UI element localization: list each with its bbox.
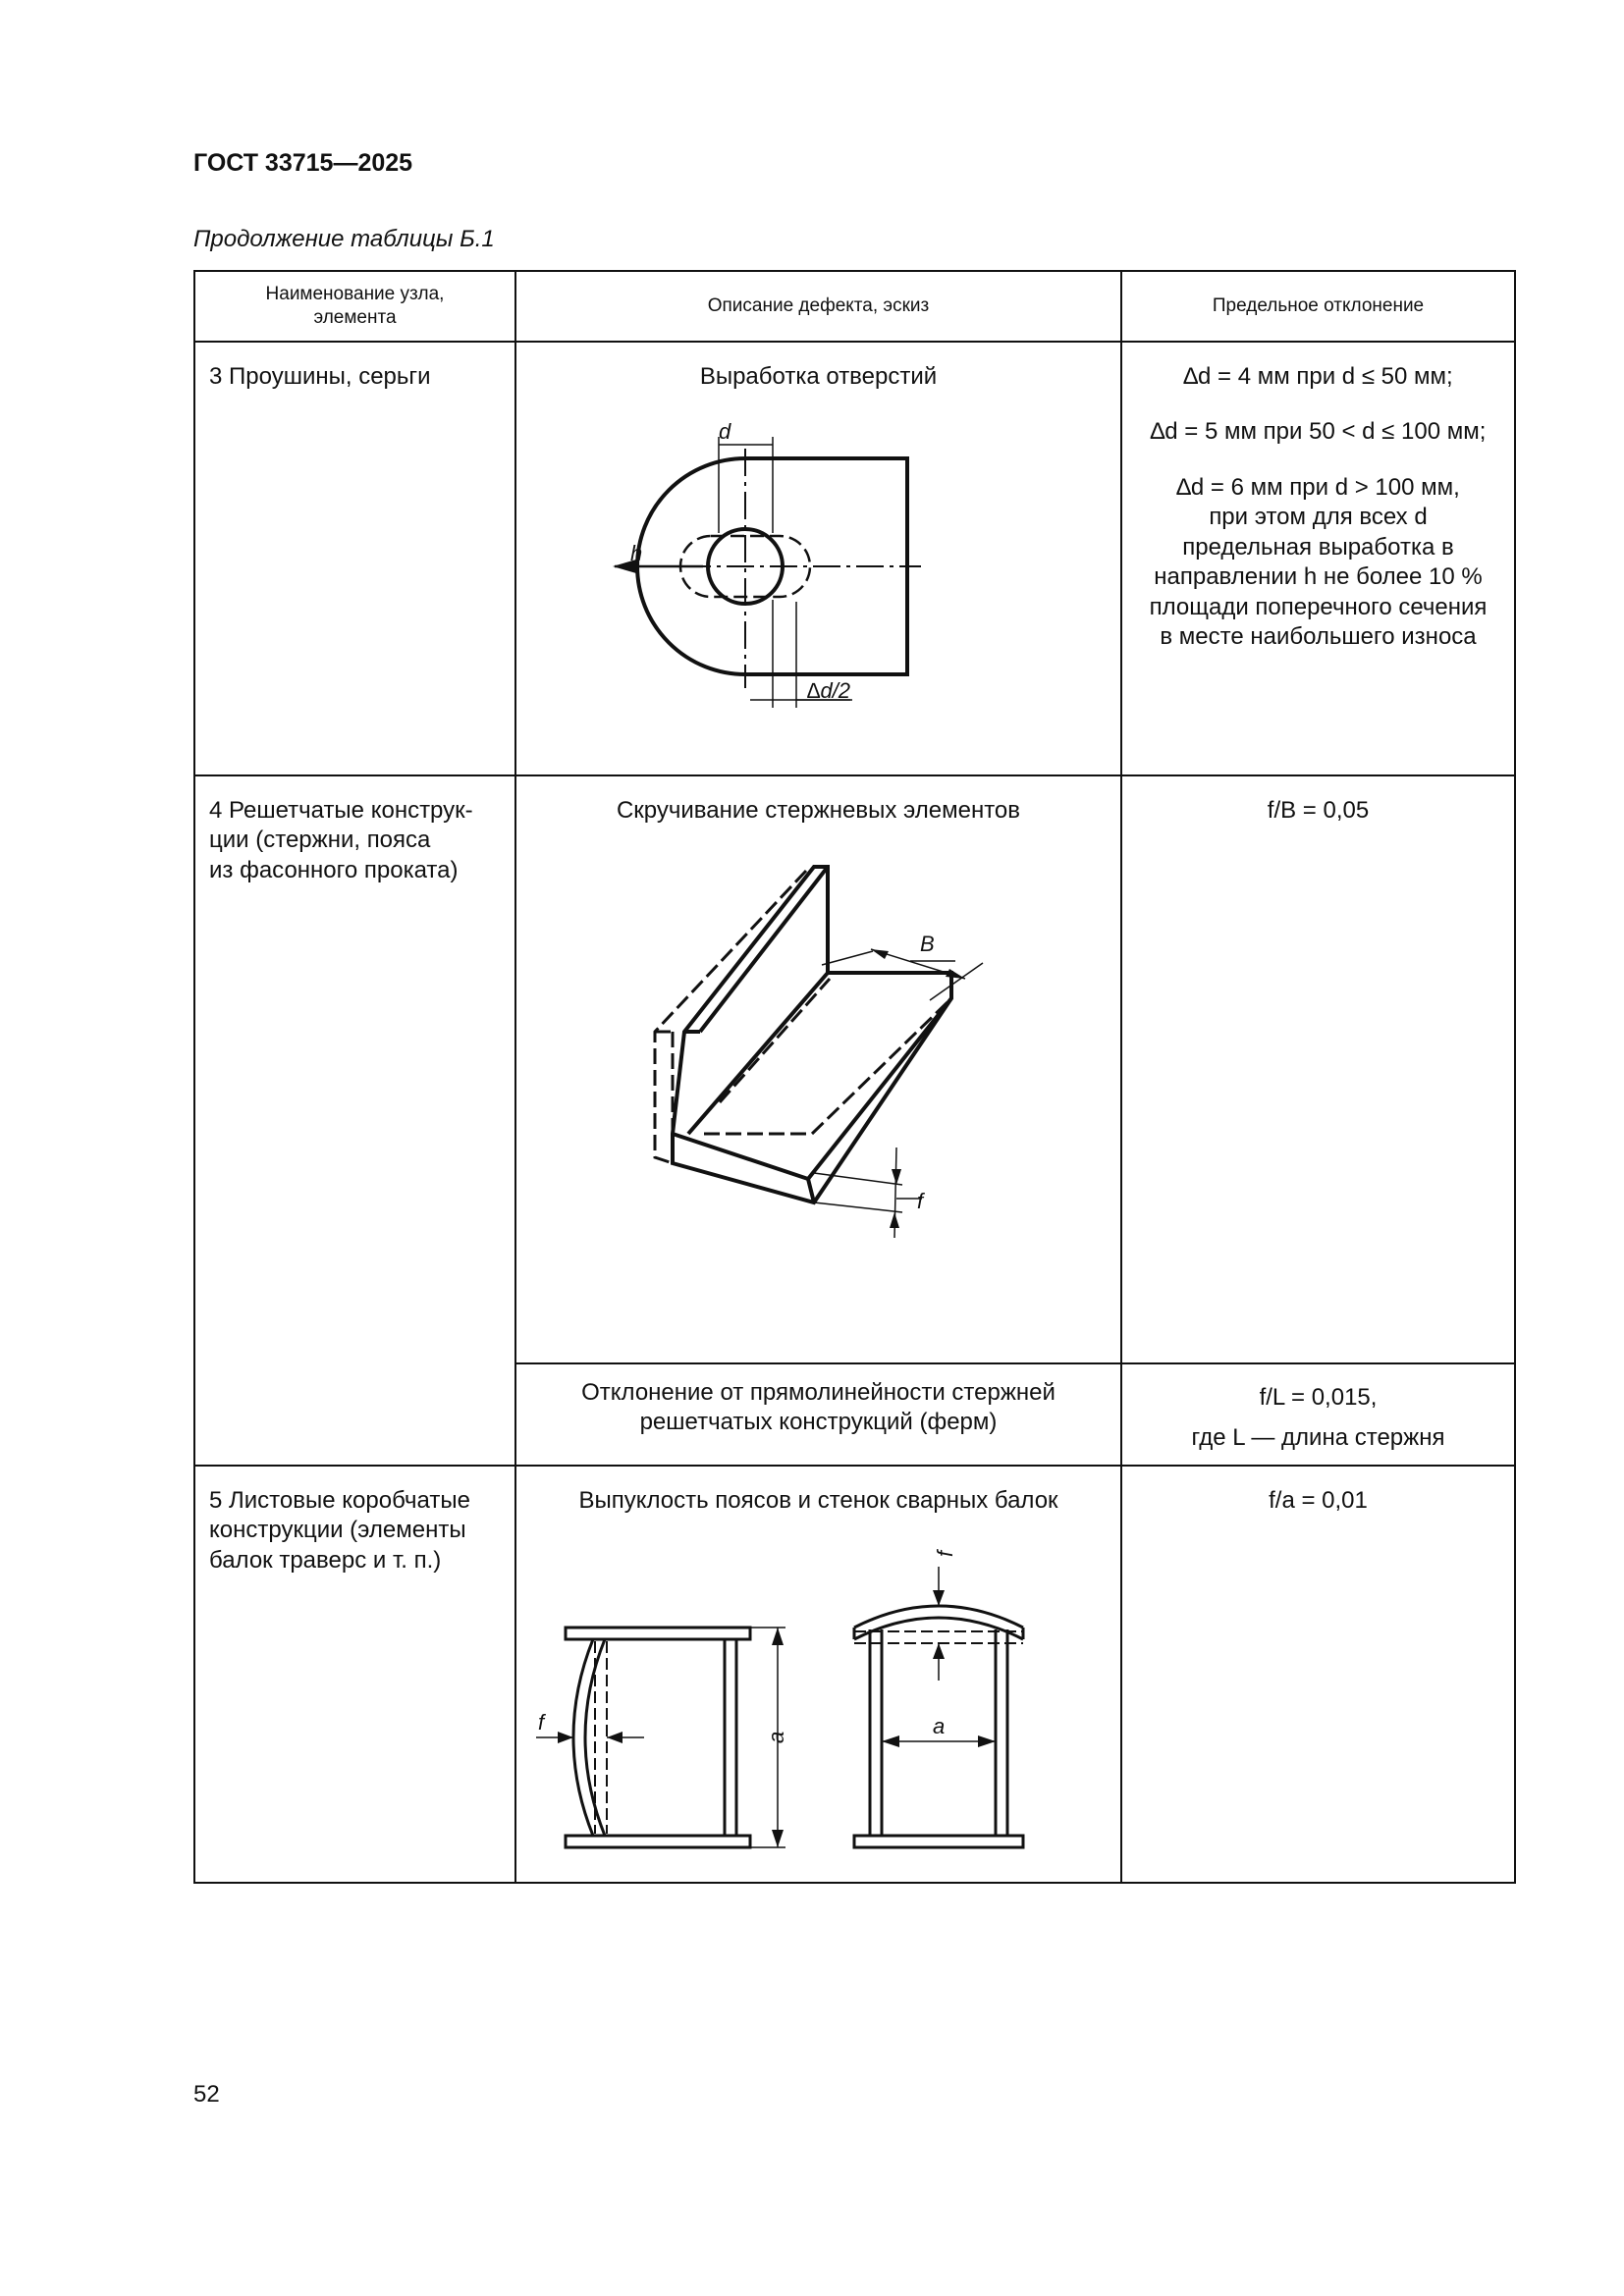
element-line: 4 Решетчатые конструк- — [209, 797, 473, 824]
limit-cell — [1121, 1466, 1515, 1883]
document-title: ГОСТ 33715—2025 — [193, 149, 413, 177]
eye-hole-wear-sketch — [544, 392, 1094, 745]
element-name: 3 Проушины, серьги — [209, 363, 431, 390]
limit-line: при этом для всех d — [1209, 504, 1428, 531]
limit-line: предельная выработка в — [1182, 533, 1454, 561]
angle-twist-sketch — [544, 826, 1094, 1336]
label-B: B — [919, 932, 935, 957]
limit-line: ∆d = 4 мм при d ≤ 50 мм; — [1183, 363, 1453, 390]
element-cell — [194, 342, 515, 775]
table-row — [194, 342, 1515, 775]
label-f: f — [916, 1189, 923, 1214]
limit-line: ∆d = 6 мм при d > 100 мм, — [1176, 473, 1460, 501]
defect-cell — [515, 342, 1121, 775]
limit-line: площади поперечного сечения — [1149, 593, 1488, 620]
table-row — [194, 775, 1515, 1363]
limit-text — [1122, 343, 1514, 653]
table-continuation-caption: Продолжение таблицы Б.1 — [193, 226, 495, 252]
limit-line: где L — длина стержня — [1191, 1423, 1445, 1451]
label-a-right: a — [932, 1714, 945, 1739]
element-name — [195, 776, 514, 885]
page-number: 52 — [193, 2081, 220, 2108]
box-beam-bulge-sketch — [524, 1516, 1113, 1849]
label-delta-d-half: ∆d/2 — [806, 678, 850, 704]
element-line: 5 Листовые коробчатые — [209, 1487, 470, 1514]
limit-text — [1122, 1364, 1514, 1459]
defects-table — [193, 270, 1516, 1884]
limit-cell — [1121, 1363, 1515, 1466]
element-cell — [194, 775, 515, 1466]
element-line: балок траверс и т. п.) — [209, 1546, 442, 1574]
limit-line: в месте наибольшего износа — [1160, 623, 1477, 651]
element-line: из фасонного проката) — [209, 856, 459, 883]
label-h: h — [629, 541, 642, 566]
limit-line: ∆d = 5 мм при 50 < d ≤ 100 мм; — [1150, 418, 1487, 446]
limit-line: f/L = 0,015, — [1259, 1384, 1378, 1411]
limit-cell — [1121, 342, 1515, 775]
limit-text: f/a = 0,01 — [1269, 1487, 1368, 1514]
label-f-left: f — [537, 1710, 544, 1735]
defect-cell — [515, 1363, 1121, 1466]
label-a-left: a — [763, 1732, 788, 1744]
defect-description: Выработка отверстий — [699, 363, 938, 390]
defect-description: Выпуклость поясов и стенок сварных балок — [578, 1487, 1058, 1514]
defect-cell — [515, 775, 1121, 1363]
defect-cell — [515, 1466, 1121, 1883]
element-cell — [194, 1466, 515, 1883]
defect-description — [516, 1364, 1120, 1438]
element-line: ции (стержни, пояса — [209, 827, 431, 854]
column-header-element: Наименование узла, элемента — [194, 271, 515, 342]
table-header-row — [194, 271, 1515, 342]
limit-line: направлении h не более 10 % — [1154, 563, 1483, 591]
defect-line: Отклонение от прямолинейности стержней — [581, 1379, 1056, 1406]
element-name — [195, 1467, 514, 1575]
limit-text: f/B = 0,05 — [1267, 797, 1370, 824]
label-f-right: f — [932, 1551, 957, 1558]
label-d: d — [718, 419, 731, 445]
defect-line: решетчатых конструкций (ферм) — [639, 1409, 998, 1436]
column-header-limit: Предельное отклонение — [1121, 271, 1515, 342]
column-header-defect: Описание дефекта, эскиз — [515, 271, 1121, 342]
element-line: конструкции (элементы — [209, 1517, 466, 1544]
table-row — [194, 1466, 1515, 1883]
defect-description: Скручивание стержневых элементов — [616, 797, 1021, 824]
limit-cell — [1121, 775, 1515, 1363]
